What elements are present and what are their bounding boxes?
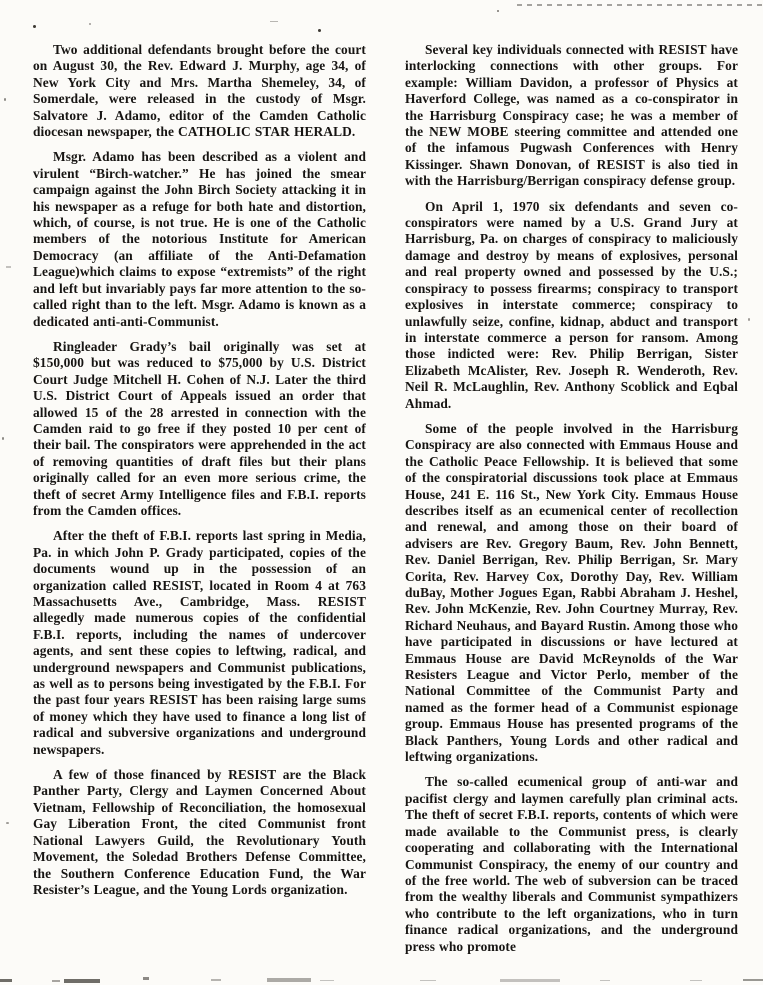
right-column — [405, 42, 738, 964]
scan-speck — [89, 23, 91, 25]
paragraph: Ringleader Grady’s bail originally was set at $150,000 but was reduced to $75,000 by U.S. District Court Judge Mitchell H. Cohen of N.J. Later the third U.S. District Court of Appeals issued an order that allowed 15 of the 28 arrested in connection with the Camden raid to go free if they posted 10 per cent of their bail. The conspirators were apprehended in the act of removing quantities of draft files but their plans originally called for an even more serious crime, the theft of secret Army Intelligence files and F.B.I. reports from the Camden offices. — [33, 338, 366, 518]
scan-artifact-bottom-edge — [320, 980, 334, 981]
scan-artifact-bottom-edge — [211, 979, 221, 981]
scan-artifact-bottom-edge — [690, 980, 702, 981]
scan-speck — [497, 10, 499, 12]
left-column — [33, 42, 366, 964]
scan-speck — [6, 822, 9, 824]
scan-artifact-bottom-edge — [143, 977, 149, 980]
scan-speck — [6, 266, 11, 268]
paragraph: Some of the people involved in the Harrisburg Conspiracy are also connected with Emmaus House and the Catholic Peace Fellowship. It is believed that some of the conspiratorial discussions took place at Emmaus House, 241 E. 116 St., New York City. Emmaus House describes itself as an ecumenical center of recollection and renewal, and among those on their board of advisers are Rev. Gregory Baum, Rev. John Bennett, Rev. Daniel Berrigan, Rev. Philip Berrigan, Sr. Mary Corita, Rev. Harvey Cox, Dorothy Day, Rev. William duBay, Mother Jogues Egan, Rabbi Abraham J. Heshel, Rev. John McKenzie, Rev. John Courtney Murray, Rev. Richard Neuhaus, and Bayard Rustin. Among those who have participated in discussions or have lectured at Emmaus House are David McReynolds of the War Resisters League and Victor Perlo, member of the National Committee of the Communist Party and named as the former head of a Communist espionage group. Emmaus House has presented programs of the Black Panthers, Young Lords and other radical and leftwing organizations. — [405, 420, 738, 765]
paragraph: On April 1, 1970 six defendants and seven co-conspirators were named by a U.S. Grand Jury at Harrisburg, Pa. on charges of conspiracy to maliciously damage and destroy by means of explosives, personal and real property owned and possessed by the U.S.; conspiracy to possess firearms; conspiracy to transport explosives in interstate commerce; conspiracy to unlawfully seize, confine, kidnap, abduct and transport in interstate commerce a person for ransom. Among those indicted were: Rev. Philip Berrigan, Sister Elizabeth McAlister, Rev. Joseph R. Wenderoth, Rev. Neil R. McLaughlin, Rev. Anthony Scoblick and Eqbal Ahmad. — [405, 198, 738, 411]
scan-speck — [318, 29, 321, 32]
paragraph: Two additional defendants brought before the court on August 30, the Rev. Edward J. Murphy, age 34, of New York City and Mrs. Martha Shemeley, 34, of Somerdale, were released in the custody of Msgr. Salvatore J. Adamo, editor of the Camden Catholic diocesan newspaper, the CATHOLIC STAR HERALD. — [33, 42, 366, 140]
scan-artifact-dotted-line — [517, 4, 763, 6]
scan-artifact-bottom-edge — [267, 978, 311, 982]
scan-artifact-bottom-edge — [600, 980, 610, 981]
scan-speck — [4, 98, 6, 101]
paragraph: The so-called ecumenical group of anti-war and pacifist clergy and laymen carefully plan criminal acts. The theft of secret F.B.I. reports, contents of which were made available to the Communist press, is clearly cooperating and collaborating with the International Communist Conspiracy, the enemy of our country and of the free world. The web of subversion can be traced from the wealthy liberals and Communist sympathizers who contribute to the left organizations, who in turn finance radical organizations, and the underground press who promote — [405, 774, 738, 954]
paragraph: After the theft of F.B.I. reports last spring in Media, Pa. in which John P. Grady participated, copies of the documents wound up in the possession of an organization called RESIST, located in Room 4 at 763 Massachusetts Ave., Cambridge, Mass. RESIST allegedly made numerous copies of the confidential F.B.I. reports, including the names of undercover agents, and sent these copies to leftwing, radical, and underground newspapers and Communist publications, as well as to persons being investigated by the F.B.I. For the past four years RESIST has been raising large sums of money which they have used to finance a long list of radical and subversive organizations and underground newspapers. — [33, 528, 366, 757]
scan-artifact-bottom-edge — [500, 979, 560, 982]
scan-artifact-bottom-edge — [64, 979, 100, 983]
scan-speck — [2, 437, 4, 440]
paragraph: Msgr. Adamo has been described as a violent and virulent “Birch-watcher.” He has joined the smear campaign against the John Birch Society attacking it in his newspaper as a refuge for both hate and distortion, which, of course, is not true. He is one of the Catholic members of the notorious Institute for American Democracy (an affiliate of the Anti-Defamation League)which claims to expose “extremists” of the right and left but invariably pays far more attention to the so-called right than to the left. Msgr. Adamo is known as a dedicated anti-anti-Communist. — [33, 149, 366, 329]
paragraph: Several key individuals connected with RESIST have interlocking connections with other groups. For example: William Davidon, a professor of Physics at Haverford College, was named as a co-conspirator in the Harrisburg Conspiracy case; he was a member of the NEW MOBE steering committee and attended one of the infamous Pugwash Conferences with Henry Kissinger. Shawn Donovan, of RESIST is also tied in with the Harrisburg/Berrigan conspiracy defense group. — [405, 42, 738, 189]
scan-artifact-bottom-edge — [743, 979, 763, 981]
scan-speck — [270, 21, 278, 22]
scan-speck — [33, 25, 36, 28]
scan-speck — [748, 318, 750, 321]
scan-artifact-bottom-edge — [52, 980, 60, 982]
scan-artifact-bottom-edge — [0, 979, 12, 982]
paragraph: A few of those financed by RESIST are the Black Panther Party, Clergy and Laymen Concerned About Vietnam, Fellowship of Reconciliation, the homosexual Gay Liberation Front, the cited Communist front National Lawyers Guild, the Revolutionary Youth Movement, the Soledad Brothers Defense Committee, the Southern Conference Education Fund, the War Resister’s League, and the Young Lords organization. — [33, 767, 366, 897]
scan-artifact-bottom-edge — [420, 980, 436, 981]
